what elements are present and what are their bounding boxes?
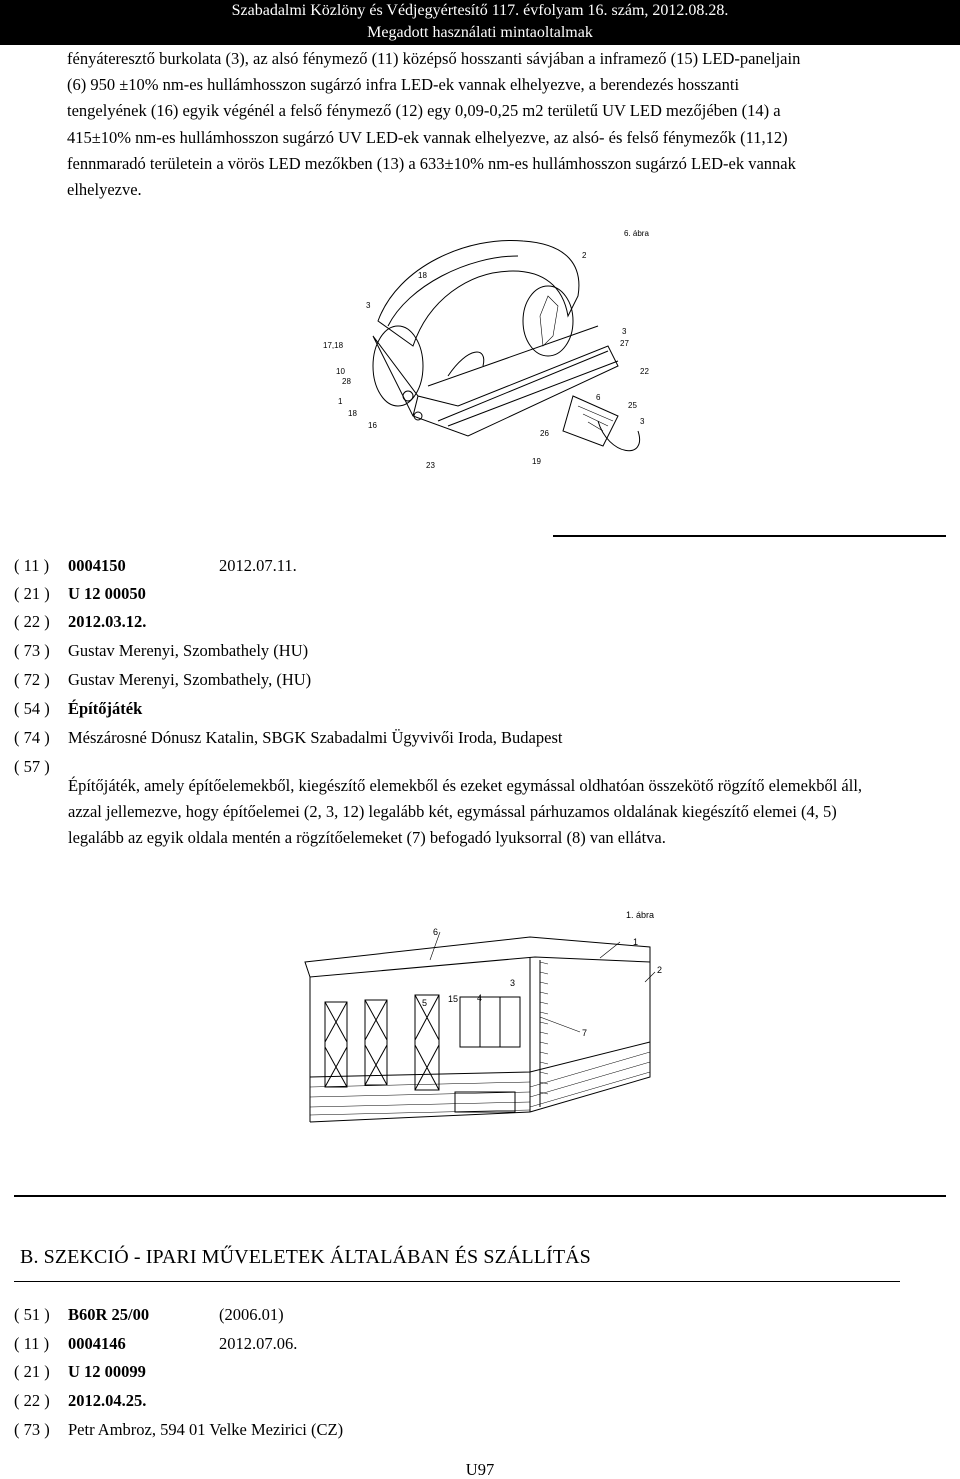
section-heading: B. SZEKCIÓ - IPARI MŰVELETEK ÁLTALÁBAN ÉS SZÁLLÍTÁS [20, 1246, 591, 1268]
section-underline [14, 1281, 900, 1282]
fig6-label: 28 [342, 377, 351, 386]
intro-paragraph [67, 46, 887, 203]
intro-line: elhelyezve. [67, 180, 142, 200]
intro-line: (6) 950 ±10% nm-es hullámhosszon sugárzó infra LED-ek vannak elhelyezve, a berendezés hosszanti [67, 75, 740, 95]
fig6-label: 10 [336, 367, 345, 376]
fig6-label: 1 [338, 397, 343, 406]
intro-line: tengelyének (16) egyik végénél a felső fénymező (12) egy 0,09-0,25 m2 területű UV LED mezőjében (14) a [67, 101, 781, 121]
separator-rule [14, 1195, 946, 1197]
fig6-caption: 6. ábra [624, 229, 649, 238]
fig6-label: 18 [348, 409, 357, 418]
separator-rule [553, 535, 946, 537]
fig6-label: 27 [620, 339, 629, 348]
field-51: ( 51 ) B60R 25/00 (2006.01) [14, 1305, 284, 1324]
abstract-text: Építőjáték, amely építőelemekből, kiegészítő elemekből és ezeket egymással oldhatóan összekötő rögzítő elemekből áll, azzal jellemezve, hogy építőelemei (2, 3, 12) legalább két, egymással párhuzamos oldalának kiegészítő elemei (4, 5) legalább az egyik oldala mentén a rögzítőelemeket (7) befogadó lyuksorral (8) van ellátva. [68, 776, 863, 848]
field-72: ( 72 ) Gustav Merenyi, Szombathely, (HU) [14, 670, 312, 689]
field-22: ( 22 ) 2012.03.12. [14, 612, 147, 631]
fig1-caption: 1. ábra [626, 910, 655, 920]
fig1-label: 2 [657, 965, 663, 975]
fig1-label: 1 [633, 937, 639, 947]
figure-1-drawing [300, 902, 680, 1124]
fig1-label: 3 [510, 978, 516, 988]
field-22: ( 22 ) 2012.04.25. [14, 1391, 147, 1410]
field-54: ( 54 ) Építőjáték [14, 699, 143, 718]
fig1-label: 15 [448, 994, 459, 1004]
intro-line: fennmaradó területein a vörös LED mezőkben (13) a 633±10% nm-es hullámhosszon sugárzó LED-ek vannak [67, 153, 796, 173]
field-73: ( 73 ) Petr Ambroz, 594 01 Velke Mezirici (CZ) [14, 1420, 344, 1439]
fig1-label: 4 [477, 993, 483, 1003]
fig1-label: 5 [422, 998, 428, 1008]
fig6-label: 18 [418, 271, 427, 280]
field-21: ( 21 ) U 12 00099 [14, 1362, 146, 1381]
field-21: ( 21 ) U 12 00050 [14, 584, 146, 603]
fig6-label: 17,18 [323, 341, 344, 350]
fig1-label: 7 [582, 1028, 588, 1038]
field-11: ( 11 ) 0004146 2012.07.06. [14, 1334, 298, 1353]
fig6-label: 3 [366, 301, 371, 310]
page-header [0, 0, 960, 45]
fig6-label: 16 [368, 421, 377, 430]
fig6-label: 3 [622, 327, 627, 336]
journal-title: Szabadalmi Közlöny és Védjegyértesítő 117. évfolyam 16. szám, 2012.08.28. [231, 2, 729, 19]
fig6-label: 26 [540, 429, 549, 438]
fig6-label: 22 [640, 367, 649, 376]
field-73: ( 73 ) Gustav Merenyi, Szombathely (HU) [14, 641, 309, 660]
field-57: ( 57 ) [14, 757, 50, 776]
intro-line: 415±10% nm-es hullámhosszon sugárzó UV LED-ek vannak elhelyezve, az alsó- és felső fénymezők (11,12) [67, 127, 788, 147]
figure-6-drawing [318, 226, 658, 476]
intro-line: fényáteresztő burkolata (3), az alsó fénymező (11) középső hosszanti sávjában a inframező (15) LED-paneljain [67, 49, 801, 68]
fig6-label: 2 [582, 251, 587, 260]
page-number: U97 [465, 1460, 495, 1479]
fig1-label: 6 [433, 927, 439, 937]
fig6-label: 19 [532, 457, 541, 466]
fig6-label: 6 [596, 393, 601, 402]
field-11: ( 11 ) 0004150 2012.07.11. [14, 556, 297, 575]
fig6-label: 3 [640, 417, 645, 426]
fig6-label: 23 [426, 461, 435, 470]
fig6-label: 25 [628, 401, 637, 410]
field-74: ( 74 ) Mészárosné Dónusz Katalin, SBGK Szabadalmi Ügyvivői Iroda, Budapest [14, 728, 563, 747]
section-subtitle: Megadott használati mintaoltalmak [367, 24, 593, 41]
